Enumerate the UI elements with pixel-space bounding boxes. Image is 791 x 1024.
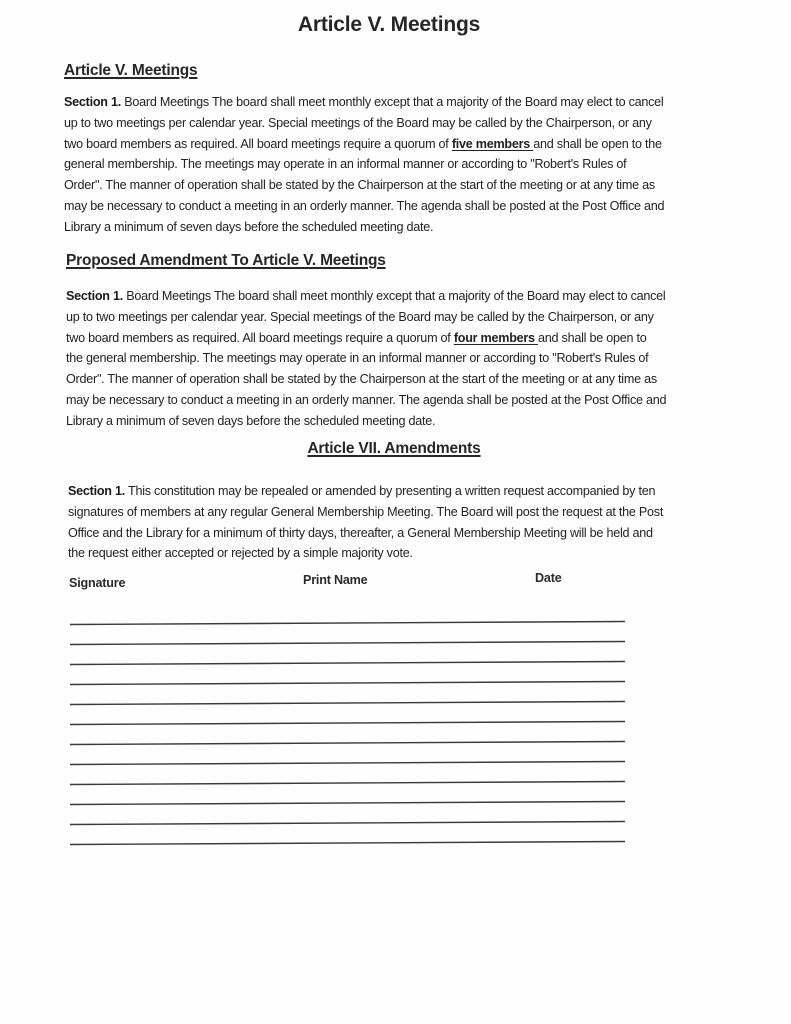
quorum-emphasis: four members: [453, 330, 539, 345]
line-text: two board members as required. All board meetings require a quorum of: [64, 136, 452, 151]
line-text: Library a minimum of seven days before the scheduled meeting date.: [66, 413, 436, 428]
signature-row[interactable]: [70, 651, 626, 665]
section-label: Section 1.: [66, 289, 123, 303]
line-text: and shall be open to the: [533, 136, 662, 151]
paragraph-line: [66, 286, 666, 307]
signature-row[interactable]: [70, 631, 626, 645]
signature-row[interactable]: [70, 771, 626, 785]
date-column-header: Date: [535, 571, 562, 585]
article-vii-section-1-paragraph: [68, 481, 663, 564]
signature-row[interactable]: [70, 711, 626, 725]
line-text: the general membership. The meetings may operate in an informal manner or according to "Robert's Rules of: [66, 351, 649, 366]
paragraph-line: [66, 369, 666, 390]
line-text: general membership. The meetings may operate in an informal manner or according to "Robert's Rules of: [64, 157, 627, 172]
line-text: This constitution may be repealed or amended by presenting a written request accompanied by ten: [125, 484, 656, 498]
paragraph-line: [64, 92, 664, 113]
signature-row[interactable]: [70, 751, 626, 765]
signature-row[interactable]: [70, 691, 626, 705]
section-label: Section 1.: [64, 95, 121, 109]
paragraph-line: [64, 217, 664, 238]
signature-row[interactable]: [70, 671, 626, 685]
paragraph-line: [68, 502, 663, 523]
line-text: the request either accepted or rejected by a simple majority vote.: [68, 546, 413, 561]
article-v-section-1-paragraph: [64, 92, 664, 238]
signature-row[interactable]: [70, 831, 626, 845]
paragraph-line: [68, 523, 663, 544]
section-heading-article-v: Article V. Meetings: [64, 62, 198, 79]
paragraph-line: [64, 154, 664, 175]
paragraph-line: [66, 411, 666, 432]
line-text: Office and the Library for a minimum of thirty days, thereafter, a General Membership Meeting will be held and: [68, 525, 653, 540]
line-text: up to two meetings per calendar year. Special meetings of the Board may be called by the Chairperson, or any: [64, 115, 652, 130]
paragraph-line: [64, 196, 664, 217]
line-text: may be necessary to conduct a meeting in an orderly manner. The agenda shall be posted at the Post Office and: [66, 392, 667, 407]
line-text: two board members as required. All board meetings require a quorum of: [66, 330, 454, 345]
paragraph-line: [64, 175, 664, 196]
signature-row[interactable]: [70, 731, 626, 745]
signature-row[interactable]: [70, 811, 626, 825]
signature-column-header: Signature: [69, 576, 126, 590]
signature-row[interactable]: [70, 611, 626, 625]
section-label: Section 1.: [68, 484, 125, 498]
paragraph-line: [66, 328, 666, 349]
paragraph-line: [66, 307, 666, 328]
line-text: Order". The manner of operation shall be stated by the Chairperson at the start of the meeting or at any time as: [64, 178, 655, 193]
paragraph-line: [64, 134, 664, 155]
section-heading-proposed-amendment: Proposed Amendment To Article V. Meetings: [66, 252, 386, 269]
line-text: Board Meetings The board shall meet monthly except that a majority of the Board may elect to cancel: [123, 289, 666, 303]
paragraph-line: [68, 481, 663, 502]
paragraph-line: [66, 390, 666, 411]
line-text: and shall be open to: [538, 330, 647, 345]
print-name-column-header: Print Name: [303, 573, 368, 587]
proposed-amendment-section-1-paragraph: [66, 286, 666, 432]
line-text: Order". The manner of operation shall be stated by the Chairperson at the start of the meeting or at any time as: [66, 372, 657, 387]
paragraph-line: [66, 348, 666, 369]
quorum-emphasis: five members: [451, 136, 534, 151]
line-text: may be necessary to conduct a meeting in an orderly manner. The agenda shall be posted at the Post Office and: [64, 198, 665, 213]
document-title: Article V. Meetings: [297, 13, 481, 36]
line-text: up to two meetings per calendar year. Special meetings of the Board may be called by the Chairperson, or any: [66, 309, 654, 324]
paragraph-line: [68, 543, 663, 564]
section-heading-article-vii: Article VII. Amendments: [307, 440, 481, 457]
signature-row[interactable]: [70, 791, 626, 805]
line-text: signatures of members at any regular General Membership Meeting. The Board will post the request at the Post: [68, 504, 664, 519]
line-text: Board Meetings The board shall meet monthly except that a majority of the Board may elect to cancel: [121, 95, 664, 109]
paragraph-line: [64, 113, 664, 134]
line-text: Library a minimum of seven days before the scheduled meeting date.: [64, 219, 434, 234]
